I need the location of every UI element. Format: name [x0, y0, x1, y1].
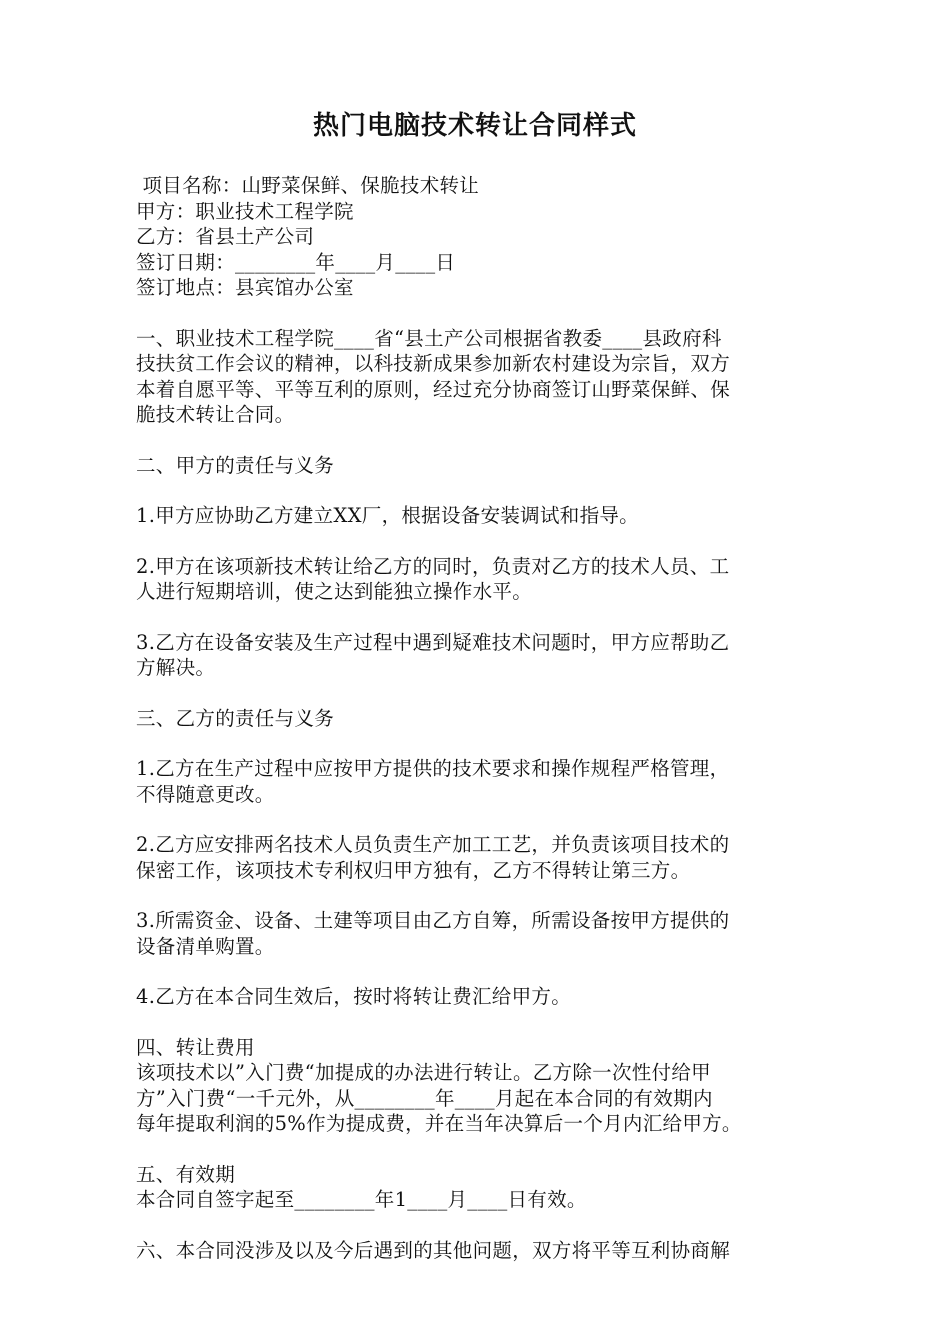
section6-line: 六、本合同没涉及以及今后遇到的其他问题，双方将平等互利协商解	[136, 1238, 731, 1262]
project-name-line: 项目名称：山野菜保鲜、保脆技术转让	[136, 174, 480, 197]
section3-heading: 三、乙方的责任与义务	[136, 706, 335, 730]
section2-item1-line: 1.甲方应协助乙方建立XX厂，根据设备安装调试和指导。	[136, 504, 639, 527]
section2-item3-line: 3.乙方在设备安装及生产过程中遇到疑难技术问题时，甲方应帮助乙	[136, 630, 730, 654]
paragraph-gap	[136, 1137, 816, 1162]
section5-heading: 五、有效期	[136, 1162, 236, 1186]
paragraph-gap	[136, 529, 816, 554]
section1-line: 一、职业技术工程学院____省“县土产公司根据省教委____县政府科	[136, 326, 722, 350]
party-a-line: 甲方：职业技术工程学院	[136, 199, 354, 223]
paragraph-gap	[136, 883, 816, 908]
paragraph-gap	[136, 301, 816, 326]
section2-item2-line: 2.甲方在该项新技术转让给乙方的同时，负责对乙方的技术人员、工	[136, 554, 730, 578]
section1-line: 脆技术转让合同。	[136, 403, 295, 426]
paragraph-gap	[136, 731, 816, 756]
section1-line: 技扶贫工作会议的精神，以科技新成果参加新农村建设为宗旨，双方	[136, 352, 731, 375]
section5-line: 本合同自签字起至________年1____月____日有效。	[136, 1188, 587, 1211]
section1-line: 本着自愿平等、平等互利的原则，经过充分协商签订山野菜保鲜、保	[136, 377, 731, 401]
paragraph-gap	[136, 959, 816, 984]
section2-heading: 二、甲方的责任与义务	[136, 453, 335, 477]
section3-item1-line: 不得随意更改。	[136, 782, 275, 806]
section3-item3-line: 3.所需资金、设备、土建等项目由乙方自筹，所需设备按甲方提供的	[136, 909, 730, 932]
paragraph-gap	[136, 605, 816, 630]
section2-item2-line: 人进行短期培训，使之达到能独立操作水平。	[136, 580, 533, 603]
paragraph-gap	[136, 681, 816, 706]
section3-item3-line: 设备清单购置。	[136, 934, 275, 958]
section3-item2-line: 保密工作，该项技术专利权归甲方独有，乙方不得转让第三方。	[136, 858, 691, 882]
paragraph-gap	[136, 478, 816, 503]
section3-item1-line: 1.乙方在生产过程中应按甲方提供的技术要求和操作规程严格管理，	[136, 757, 730, 780]
section4-heading: 四、转让费用	[136, 1035, 255, 1059]
sign-date-line: 签订日期：________年____月____日	[136, 250, 456, 274]
section3-item4-line: 4.乙方在本合同生效后，按时将转让费汇给甲方。	[136, 985, 572, 1008]
document-title: 热门电脑技术转让合同样式	[312, 111, 637, 141]
paragraph-gap	[136, 1010, 816, 1035]
paragraph-gap	[136, 807, 816, 832]
paragraph-gap	[136, 1213, 816, 1238]
section4-line: 每年提取利润的5%作为提成费，并在当年决算后一个月内汇给甲方。	[136, 1112, 742, 1135]
section2-item3-line: 方解决。	[136, 656, 216, 679]
sign-place-line: 签订地点：县宾馆办公室	[136, 276, 354, 299]
section4-line: 该项技术以”入门费“加提成的办法进行转让。乙方除一次性付给甲	[136, 1061, 711, 1084]
section4-line: 方”入门费“一千元外，从________年____月起在本合同的有效期内	[136, 1086, 713, 1110]
document-body	[136, 173, 816, 1263]
party-b-line: 乙方：省县土产公司	[136, 225, 315, 248]
section3-item2-line: 2.乙方应安排两名技术人员负责生产加工工艺，并负责该项目技术的	[136, 833, 730, 856]
paragraph-gap	[136, 428, 816, 453]
